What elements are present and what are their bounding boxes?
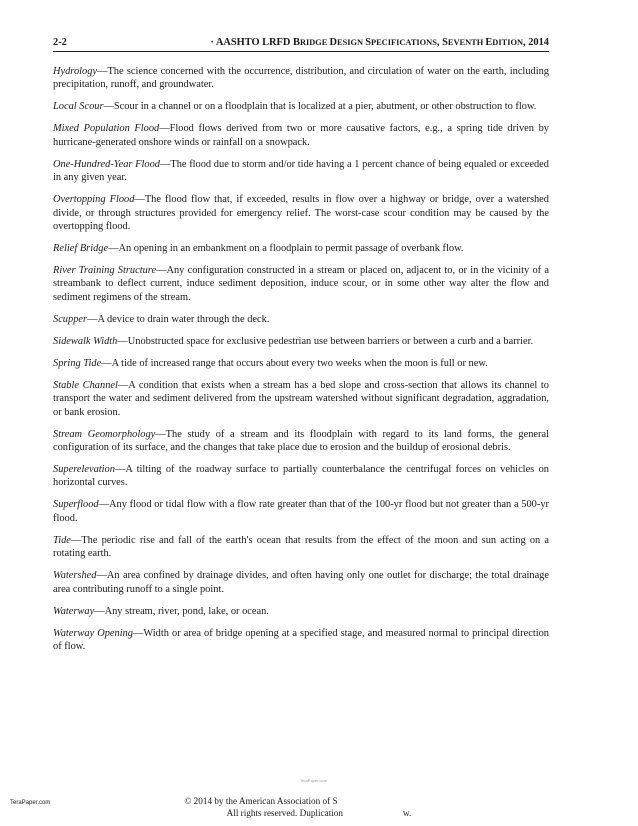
title-segment: DITION: [492, 38, 524, 47]
footer-end: w.: [403, 808, 412, 818]
title-segment: PECIFICATIONS: [370, 38, 437, 47]
title-segment: AASHTO LRFD B: [215, 37, 300, 48]
definition-text: —A tilting of the roadway surface to partially counterbalance the centrifugal forces on vehicles on horizontal curves.: [53, 464, 549, 489]
definition-text: —The science concerned with the occurrence, distribution, and circulation of water on the earth, including precipitation, runoff, and groundwater.: [53, 66, 549, 91]
definition-text: —A tide of increased range that occurs about every two weeks when the moon is full or new.: [101, 357, 488, 369]
definition-term: Stream Geomorphology: [53, 428, 156, 440]
definition-term: Waterway: [53, 605, 95, 617]
definition-text: —The flood flow that, if exceeded, results in flow over a highway or bridge, over a watershed divide, or through structures provided for emergency relief. The worst-case scour condition may be caused by the overtopping flood.: [53, 194, 549, 233]
definition-text: —The periodic rise and fall of the earth's ocean that results from the effect of the moon and sun acting on a rotating earth.: [53, 534, 549, 560]
footer-obscured: [343, 807, 403, 816]
title-segment: ESIGN: [337, 38, 366, 47]
definition-entry: [53, 313, 549, 326]
definition-text: —Unobstructed space for exclusive pedestrian use between barriers or between a curb and a barrier.: [117, 335, 534, 347]
definitions-list: [53, 65, 549, 662]
title-segment: , S: [436, 37, 448, 48]
definition-entry: [53, 357, 549, 370]
definition-text: —An area confined by drainage divides, and often having only one outlet for discharge; the total drainage area contributing runoff to a single point.: [53, 570, 549, 595]
definition-term: Sidewalk Width: [53, 335, 118, 347]
copyright-footer: [0, 795, 638, 819]
definition-term: Relief Bridge: [53, 243, 109, 255]
definition-term: Superflood: [53, 499, 99, 511]
definition-entry: [53, 65, 549, 92]
definition-text: —The flood due to storm and/or tide having a 1 percent chance of being equaled or exceeded in any given year.: [53, 158, 549, 184]
footer-rights: All rights reserved. Duplication: [226, 808, 343, 818]
page-header: [53, 37, 549, 52]
title-segment: , 2014: [523, 37, 549, 48]
watermark-center: TeraPaper.com: [300, 778, 327, 783]
definition-entry: [53, 463, 549, 490]
title-segment: S: [365, 37, 371, 48]
definition-entry: [53, 100, 549, 113]
definition-entry: [53, 498, 549, 525]
definition-text: —Any stream, river, pond, lake, or ocean.: [94, 605, 269, 617]
definition-entry: [53, 242, 549, 255]
definition-term: Stable Channel: [53, 379, 118, 391]
definition-term: Tide: [53, 534, 71, 546]
definition-entry: [53, 193, 549, 233]
definition-text: —Flood flows derived from two or more causative factors, e.g., a spring tide driven by hurricane-generated onshore winds or rainfall on a snowpack.: [53, 123, 549, 148]
definition-term: Watershed: [53, 570, 97, 582]
definition-term: River Training Structure: [53, 265, 157, 277]
definition-text: —Any flood or tidal flow with a flow rate greater than that of the 100-yr flood but not greater than a 500-yr flood.: [53, 499, 549, 524]
definition-text: —A condition that exists when a stream has a bed slope and cross-section that allows its channel to transport the water and sediment delivered from the upstream watershed without significant degradation, aggradation, or bank erosion.: [53, 379, 550, 418]
definition-term: Superelevation: [53, 464, 115, 476]
definition-text: —An opening in an embankment on a floodplain to permit passage of overbank flow.: [108, 243, 464, 255]
definition-entry: [53, 428, 549, 455]
definition-text: —Width or area of bridge opening at a specified stage, and measured normal to principal direction of flow.: [53, 627, 549, 653]
footer-line-1: [0, 795, 638, 807]
definition-entry: [53, 122, 549, 149]
page-number: 2-2: [53, 37, 67, 48]
definition-term: Waterway Opening: [53, 627, 134, 639]
definition-term: One-Hundred-Year Flood: [53, 158, 160, 170]
definition-term: Scupper: [53, 313, 88, 325]
title-segment: D: [329, 37, 338, 48]
title-prefix: ·: [210, 37, 216, 48]
footer-line-2: [0, 807, 638, 819]
definition-text: —A device to drain water through the deck.: [87, 313, 270, 325]
definition-entry: [53, 379, 549, 419]
title-segment: E: [485, 37, 493, 48]
running-title: [210, 37, 549, 48]
definition-entry: [53, 605, 549, 618]
definition-entry: [53, 335, 549, 348]
footer-obscured: [338, 795, 454, 804]
footer-copyright: © 2014 by the American Association of S: [184, 796, 338, 806]
definition-term: Mixed Population Flood: [53, 123, 160, 135]
title-segment: RIDGE: [299, 38, 330, 47]
definition-entry: [53, 627, 549, 654]
definition-term: Hydrology: [53, 66, 98, 77]
definition-term: Spring Tide: [53, 357, 102, 369]
watermark-left: TeraPaper.com: [10, 800, 51, 806]
definition-text: —Any configuration constructed in a stream or placed on, adjacent to, or in the vicinity of a streambank to deflect current, induce sediment deposition, induce scour, or in some other way alter the flow and sediment regimens of the stream.: [53, 265, 549, 303]
definition-entry: [53, 569, 549, 596]
definition-entry: [53, 264, 549, 304]
definition-text: —The study of a stream and its floodplain with regard to its land forms, the general configuration of its surface, and the changes that take place due to erosion and the buildup of erosional debris.: [53, 428, 549, 454]
definition-term: Local Scour: [53, 101, 104, 113]
definition-term: Overtopping Flood: [53, 194, 135, 206]
definition-text: —Scour in a channel or on a floodplain that is localized at a pier, abutment, or other obstruction to flow.: [103, 101, 537, 113]
definition-entry: [53, 534, 549, 561]
definition-entry: [53, 158, 549, 185]
title-segment: EVENTH: [447, 38, 486, 47]
